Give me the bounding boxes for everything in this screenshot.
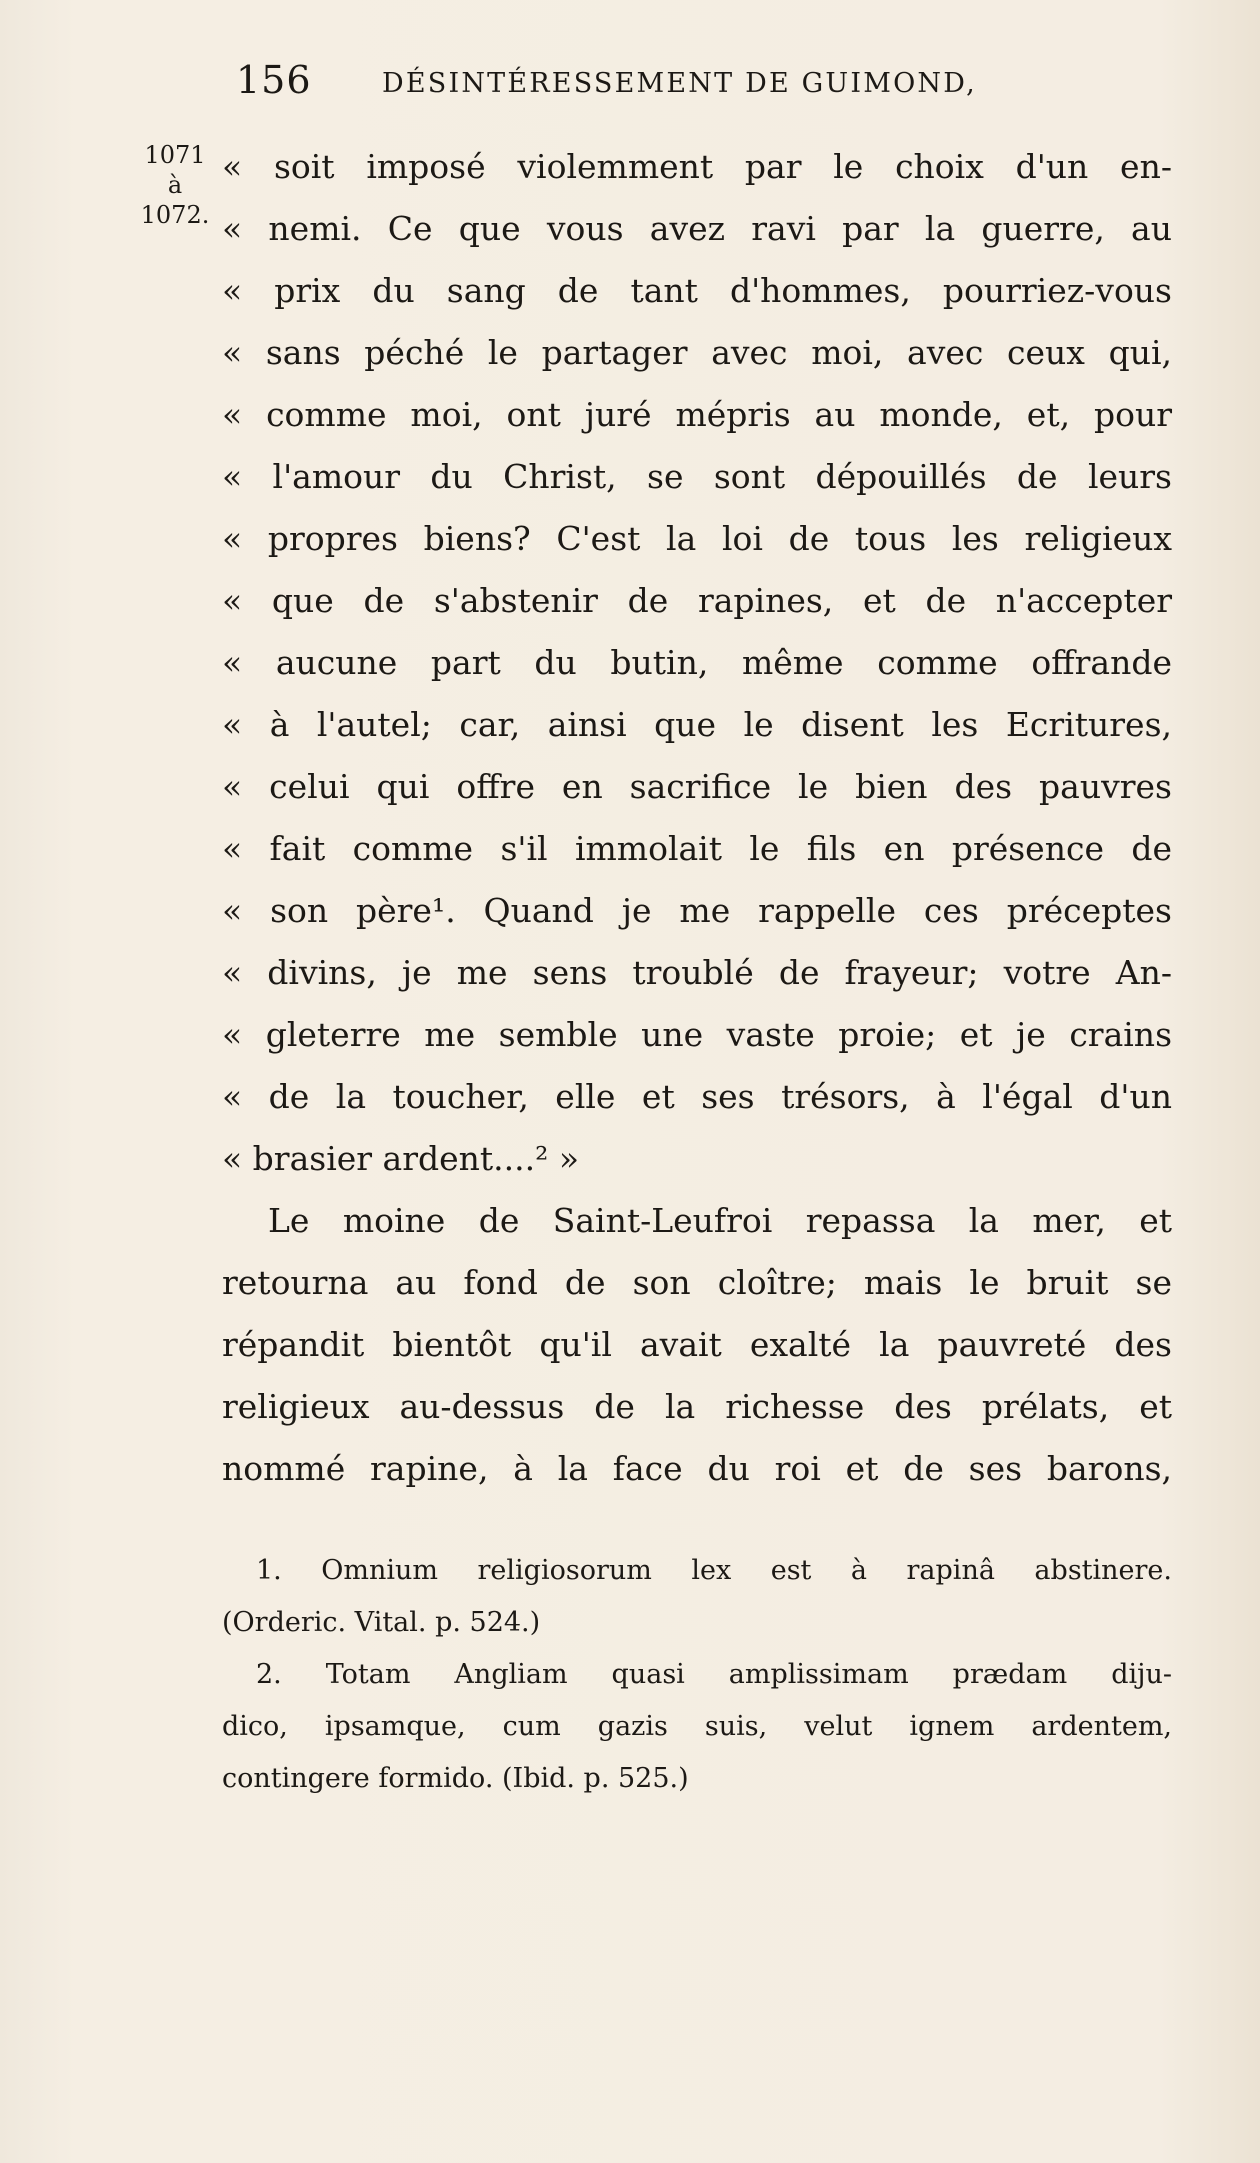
text-line: « l'amour du Christ, se sont dépouillés de leurs (222, 457, 1172, 496)
footnote-line: 1. Omnium religiosorum lex est à rapinâ abstinere. (256, 1555, 1172, 1586)
page-header (0, 58, 1260, 118)
footnotes (222, 1545, 1172, 1805)
text-line: nommé rapine, à la face du roi et de ses barons, (222, 1449, 1172, 1488)
text-line: « brasier ardent....² » (222, 1139, 580, 1178)
text-line: « à l'autel; car, ainsi que le disent les Ecritures, (222, 705, 1172, 744)
text-line: « prix du sang de tant d'hommes, pourriez-vous (222, 271, 1172, 310)
text-line: « de la toucher, elle et ses trésors, à l'égal d'un (222, 1077, 1172, 1116)
text-line: « nemi. Ce que vous avez ravi par la guerre, au (222, 209, 1172, 248)
text-line: « celui qui offre en sacrifice le bien des pauvres (222, 767, 1172, 806)
text-line: « propres biens? C'est la loi de tous les religieux (222, 519, 1172, 558)
text-line: « fait comme s'il immolait le fils en présence de (222, 829, 1172, 868)
running-title: DÉSINTÉRESSEMENT DE GUIMOND, (382, 68, 977, 99)
footnote-line: 2. Totam Angliam quasi amplissimam prædam diju- (256, 1659, 1172, 1690)
text-line: « comme moi, ont juré mépris au monde, et, pour (222, 395, 1172, 434)
body-text (222, 136, 1172, 1500)
text-line: « son père¹. Quand je me rappelle ces préceptes (222, 891, 1172, 930)
text-line: « sans péché le partager avec moi, avec ceux qui, (222, 333, 1172, 372)
text-line: religieux au-dessus de la richesse des prélats, et (222, 1387, 1172, 1426)
text-line: retourna au fond de son cloître; mais le bruit se (222, 1263, 1172, 1302)
footnote-line: (Orderic. Vital. p. 524.) (222, 1607, 541, 1638)
text-line: répandit bientôt qu'il avait exalté la pauvreté des (222, 1325, 1172, 1364)
footnote-line: contingere formido. (Ibid. p. 525.) (222, 1763, 689, 1794)
text-line: « soit imposé violemment par le choix d'un en- (222, 147, 1172, 186)
page-number: 156 (236, 58, 312, 102)
text-line: « gleterre me semble une vaste proie; et je crains (222, 1015, 1172, 1054)
paragraph-start-line: Le moine de Saint-Leufroi repassa la mer, et (268, 1201, 1172, 1240)
margin-year-start: 1071 (144, 141, 206, 169)
footnote-line: dico, ipsamque, cum gazis suis, velut ignem ardentem, (222, 1711, 1172, 1742)
text-line: « que de s'abstenir de rapines, et de n'accepter (222, 581, 1172, 620)
margin-year-end: 1072. (140, 201, 210, 229)
margin-connector: à (167, 171, 183, 199)
text-line: « aucune part du butin, même comme offrande (222, 643, 1172, 682)
margin-date-note (140, 140, 210, 230)
text-line: « divins, je me sens troublé de frayeur; votre An- (222, 953, 1172, 992)
